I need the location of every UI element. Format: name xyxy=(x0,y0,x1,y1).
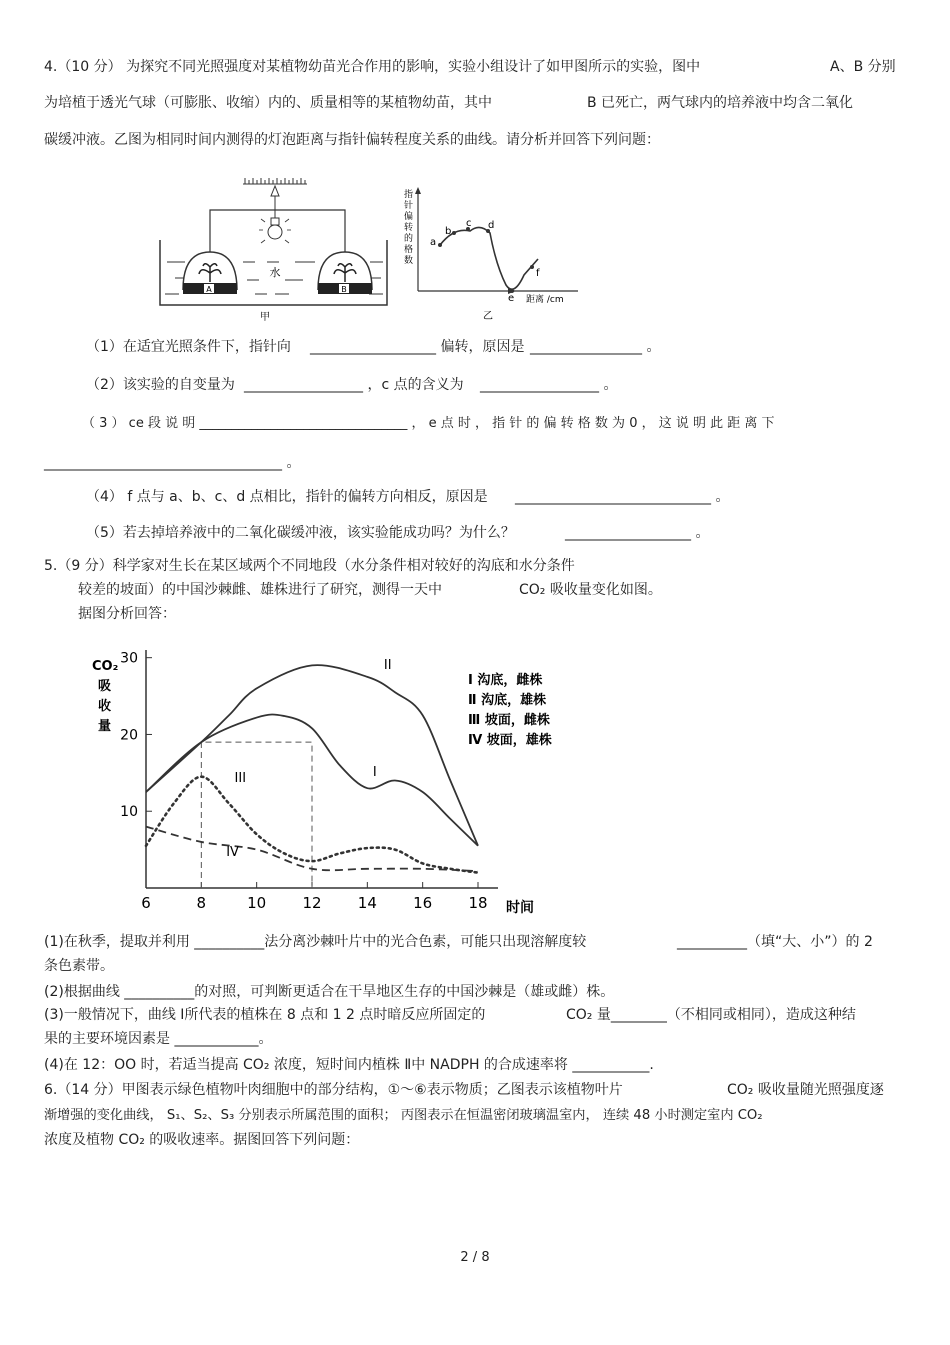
x-tick-label: 12 xyxy=(302,894,322,912)
q6-line-1: 6.（14 分）甲图表示绿色植物叶肉细胞中的部分结构，①～⑥表示物质；乙图表示该植物叶片 xyxy=(44,1082,623,1098)
series-label-2: II xyxy=(383,658,392,674)
point-c: c xyxy=(466,218,472,229)
series-label-4: IV xyxy=(226,844,239,860)
reference-lines xyxy=(201,742,312,888)
x-tick-label: 8 xyxy=(196,894,207,912)
q4-s1-blank2: ________________ 。 xyxy=(530,339,661,355)
q5-p1: (1)在秋季，提取并利用 __________法分离沙棘叶片中的光合色素，可能只出现溶解度较 xyxy=(44,934,587,950)
q4-s1: （1）在适宜光照条件下，指针向 xyxy=(86,339,291,355)
y-axis-label: CO₂ 吸收量 xyxy=(92,659,119,734)
fig-yi-ylabel: 指针偏转的格数 xyxy=(404,190,414,266)
q5-p2: (2)根据曲线 __________的对照，可判断更适合在干旱地区生存的中国沙棘是（雄或雌）株。 xyxy=(44,984,615,1000)
q5-line-1: 5.（9 分）科学家对生长在某区域两个不同地段（水分条件相对较好的沟底和水分条件 xyxy=(44,558,575,574)
x-tick-label: 18 xyxy=(468,894,488,912)
q5-line-2: 较差的坡面）的中国沙棘雌、雄株进行了研究，测得一天中 xyxy=(78,582,442,598)
q6-line-3: 浓度及植物 CO₂ 的吸收速率。据图回答下列问题： xyxy=(44,1132,360,1148)
page-number: 2 / 8 xyxy=(460,1250,490,1265)
q4-s4-blank: ____________________________ 。 xyxy=(515,489,730,505)
q4-s2-blank1: _________________ ，c 点的含义为 xyxy=(244,377,464,393)
q6-line-2: 渐增强的变化曲线， S₁、S₂、S₃ 分别表示所属范围的面积； 丙图表示在恒温密闭玻璃温室内， 连续 48 小时测定室内 CO₂ xyxy=(44,1108,763,1123)
point-e: e xyxy=(508,293,515,304)
q4-s3-blank: __________________________________ 。 xyxy=(44,455,301,471)
legend-entry-4: Ⅳ 坡面，雄株 xyxy=(468,733,552,748)
q5-p1-cont: 条色素带。 xyxy=(44,958,114,974)
x-axis-label: 时间 xyxy=(506,900,534,916)
q5-line-2-tail: CO₂ 吸收量变化如图。 xyxy=(519,582,662,598)
figure-jia xyxy=(155,170,395,329)
co2-chart xyxy=(80,640,600,924)
x-tick-label: 6 xyxy=(141,894,151,912)
fig-yi-caption: 乙 xyxy=(483,311,493,322)
y-tick-label: 20 xyxy=(120,727,138,744)
q4-s2: （2）该实验的自变量为 xyxy=(86,377,235,393)
q6-line-1-tail: CO₂ 吸收量随光照强度逐 xyxy=(727,1082,884,1098)
q5-p3-cont: 果的主要环境因素是 ____________。 xyxy=(44,1031,273,1047)
point-d: d xyxy=(488,220,495,231)
q4-s2-blank2: _________________ 。 xyxy=(480,377,618,393)
point-a: a xyxy=(430,237,437,248)
point-f: f xyxy=(536,268,540,279)
y-tick-label: 10 xyxy=(120,804,138,821)
q4-s5-blank: __________________ 。 xyxy=(565,525,710,541)
figure-yi xyxy=(398,185,588,329)
fig-yi-xlabel: 距离 /cm xyxy=(526,295,564,305)
q5-p3: (3)一般情况下，曲线 Ⅰ所代表的植株在 8 点和 1 2 点时暗反应所固定的 xyxy=(44,1007,486,1023)
q5-p4: (4)在 12：OO 时，若适当提高 CO₂ 浓度，短时间内植株 Ⅱ中 NADPH 的合成速率将 ___________. xyxy=(44,1057,654,1073)
q4-line-1: 4.（10 分） 为探究不同光照强度对某植物幼苗光合作用的影响，实验小组设计了如甲图所示的实验，图中 xyxy=(44,59,701,75)
q4-line-1-tail: A、B 分别 xyxy=(830,59,896,75)
water-label: 水 xyxy=(269,266,281,279)
legend-entry-3: Ⅲ 坡面，雌株 xyxy=(468,713,550,728)
q4-s4: （4） f 点与 a、b、c、d 点相比，指针的偏转方向相反，原因是 xyxy=(86,489,488,505)
q4-line-2-tail: B 已死亡，两气球内的培养液中均含二氧化 xyxy=(587,95,854,111)
q4-s3: （ 3 ） ce 段 说 明 ________________________________ ， e 点 时 ， 指 针 的 偏 转 格 数 为 0 ， 这 说 明 此 距 离 下 xyxy=(82,416,775,431)
x-tick-label: 14 xyxy=(357,894,377,912)
label-a: A xyxy=(206,285,212,294)
legend-entry-1: Ⅰ 沟底，雌株 xyxy=(468,673,543,688)
series-label-3: III xyxy=(234,771,247,787)
q5-line-3: 据图分析回答： xyxy=(78,606,176,622)
q5-p3-tail: CO₂ 量________（不相同或相同），造成这种结 xyxy=(566,1007,856,1023)
x-tick-label: 16 xyxy=(413,894,433,912)
q4-line-3: 碳缓冲液。乙图为相同时间内测得的灯泡距离与指针偏转程度关系的曲线。请分析并回答下列问题： xyxy=(44,132,660,148)
point-b: b xyxy=(445,226,452,237)
legend-entry-2: Ⅱ 沟底，雄株 xyxy=(468,693,547,708)
fig-jia-caption: 甲 xyxy=(260,312,270,323)
q5-p1-tail: __________（填“大、小”）的 2 xyxy=(677,934,873,950)
y-tick-label: 30 xyxy=(120,650,138,667)
q4-s5: （5）若去掉培养液中的二氧化碳缓冲液，该实验能成功吗？为什么？ xyxy=(86,525,515,541)
label-b: B xyxy=(341,285,347,294)
x-tick-label: 10 xyxy=(247,894,267,912)
series-label-1: I xyxy=(372,764,377,780)
q4-s1-blank1: __________________ 偏转，原因是 xyxy=(310,339,525,355)
q4-line-2: 为培植于透光气球（可膨胀、收缩）内的、质量相等的某植物幼苗，其中 xyxy=(44,95,492,111)
